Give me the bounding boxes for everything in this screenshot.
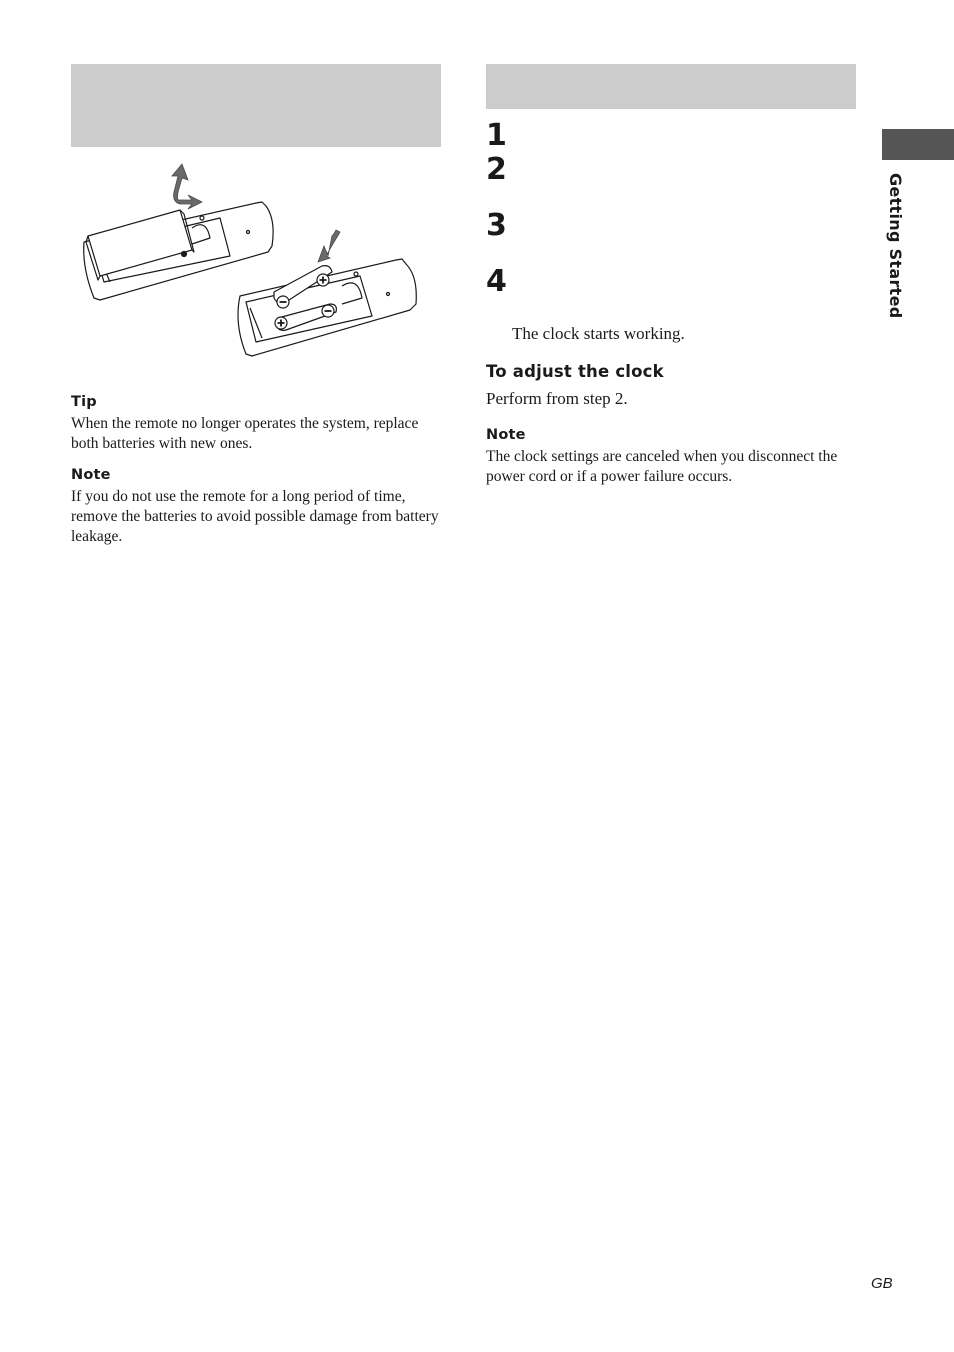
- right-note-heading: Note: [486, 427, 526, 443]
- left-note-heading: Note: [71, 467, 111, 483]
- step-number-4: 4: [486, 264, 507, 299]
- step-number-3: 3: [486, 208, 507, 243]
- right-heading-band: [486, 64, 856, 109]
- adjust-clock-text: Perform from step 2.: [486, 389, 628, 408]
- language-code: GB: [871, 1275, 893, 1292]
- step-number-1: 1: [486, 118, 507, 153]
- section-tab: [882, 129, 954, 160]
- step-number-2: 2: [486, 152, 507, 187]
- tip-heading: Tip: [71, 394, 97, 410]
- insert-arrow-icon: [318, 230, 340, 262]
- left-note-text: If you do not use the remote for a long period of time, remove the batteries to avoid possible damage from battery leakage.: [71, 488, 439, 545]
- adjust-clock-heading: To adjust the clock: [486, 362, 664, 381]
- section-label: Getting Started: [886, 173, 905, 319]
- step4-result-text: The clock starts working.: [512, 324, 685, 343]
- right-note-text: The clock settings are canceled when you disconnect the power cord or if a power failure occurs.: [486, 448, 838, 485]
- battery-insertion-illustration: [80, 158, 435, 368]
- lift-arrow-icon: [172, 164, 202, 209]
- tip-text: When the remote no longer operates the system, replace both batteries with new ones.: [71, 415, 419, 452]
- left-heading-band: [71, 64, 441, 147]
